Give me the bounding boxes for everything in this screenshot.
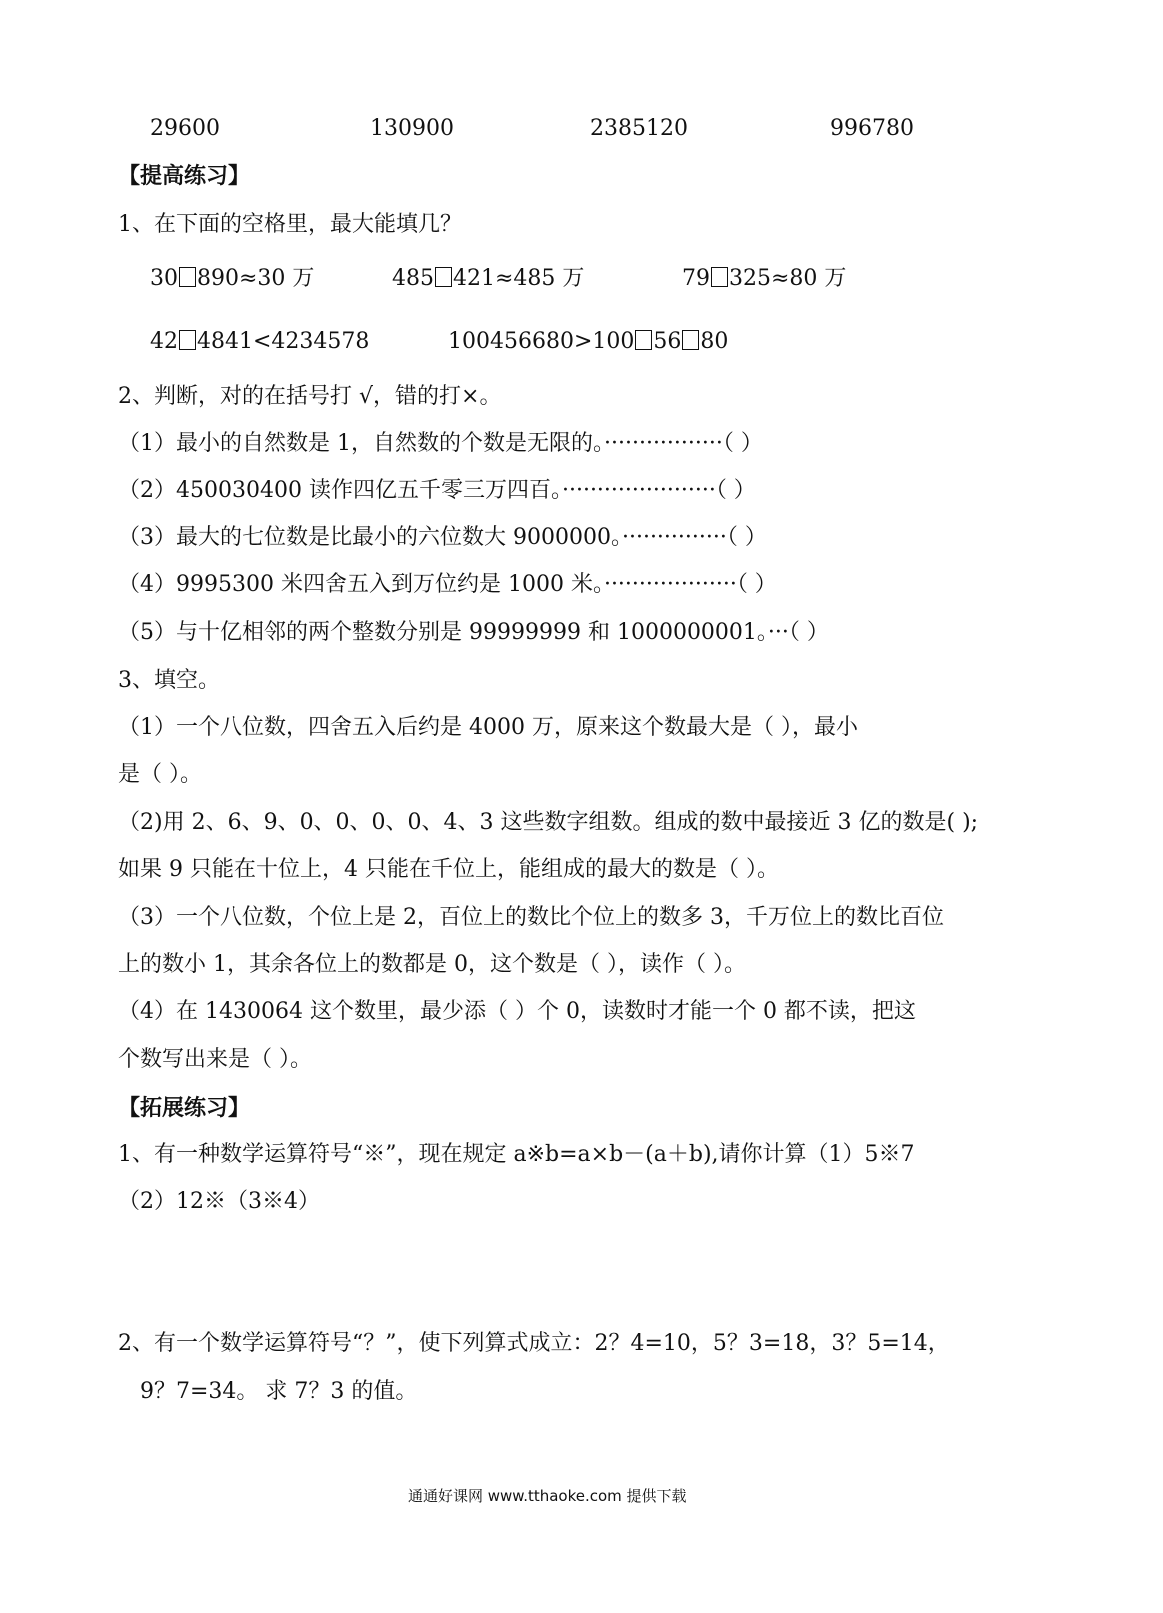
blank-item-3: 79 325≈80 万 bbox=[682, 266, 847, 291]
extend-q2-line1: 2、有一个数学运算符号“？”，使下列算式成立：2？4=10，5？3=18，3？5=14， bbox=[118, 1331, 950, 1356]
fill-line-5: （3）一个八位数，个位上是 2，百位上的数比个位上的数多 3，千万位上的数比百位 bbox=[118, 905, 944, 930]
section-heading-improve: 【提高练习】 bbox=[118, 163, 251, 189]
question-2-prompt: 2、判断，对的在括号打 √，错的打×。 bbox=[118, 384, 502, 409]
number-1: 29600 bbox=[150, 116, 220, 141]
judge-item-5: （5）与十亿相邻的两个整数分别是 99999999 和 1000000001。···（ ） bbox=[118, 620, 829, 645]
number-4: 996780 bbox=[830, 116, 914, 141]
extend-q2-line2: 9？7=34。 求 7？3 的值。 bbox=[140, 1379, 418, 1404]
blank-box[interactable] bbox=[435, 267, 452, 287]
fill-line-3: （2)用 2、6、9、0、0、0、0、4、3 这些数字组数。组成的数中最接近 3 亿的数是( ); bbox=[118, 810, 979, 835]
fill-line-2: 是（ ）。 bbox=[118, 762, 202, 787]
number-2: 130900 bbox=[370, 116, 454, 141]
extend-q1-line2: （2）12※（3※4） bbox=[118, 1189, 320, 1214]
blank-box[interactable] bbox=[635, 330, 652, 350]
number-3: 2385120 bbox=[590, 116, 688, 141]
fill-line-4: 如果 9 只能在十位上，4 只能在千位上，能组成的最大的数是（ ）。 bbox=[118, 857, 779, 882]
fill-line-7: （4）在 1430064 这个数里，最少添（ ）个 0，读数时才能一个 0 都不读，把这 bbox=[118, 999, 916, 1024]
question-3-prompt: 3、填空。 bbox=[118, 668, 220, 693]
fill-line-1: （1）一个八位数，四舍五入后约是 4000 万，原来这个数最大是（ ），最小 bbox=[118, 715, 858, 740]
blank-box[interactable] bbox=[179, 267, 196, 287]
judge-item-1: （1）最小的自然数是 1，自然数的个数是无限的。·················（ ） bbox=[118, 431, 763, 456]
footer-credit: 通通好课网 www.tthaoke.com 提供下载 bbox=[408, 1487, 687, 1505]
fill-line-8: 个数写出来是（ ）。 bbox=[118, 1047, 312, 1072]
blank-item-2: 485 421≈485 万 bbox=[392, 266, 585, 291]
blank-item-4: 42 4841<4234578 bbox=[150, 329, 370, 354]
blank-item-1: 30 890≈30 万 bbox=[150, 266, 315, 291]
fill-line-6: 上的数小 1，其余各位上的数都是 0，这个数是（ ），读作（ ）。 bbox=[118, 952, 746, 977]
judge-item-4: （4）9995300 米四舍五入到万位约是 1000 米。···················（ ） bbox=[118, 572, 777, 597]
blank-box[interactable] bbox=[711, 267, 728, 287]
judge-item-3: （3）最大的七位数是比最小的六位数大 9000000。···············（ ） bbox=[118, 525, 767, 550]
extend-q1-line1: 1、有一种数学运算符号“※”，现在规定 a※b=a×b－(a＋b),请你计算（1）5※7 bbox=[118, 1142, 915, 1167]
question-1-prompt: 1、在下面的空格里，最大能填几？ bbox=[118, 212, 462, 237]
blank-box[interactable] bbox=[179, 330, 196, 350]
blank-box[interactable] bbox=[682, 330, 699, 350]
blank-item-5: 100456680>100 56 80 bbox=[448, 329, 729, 354]
judge-item-2: （2）450030400 读作四亿五千零三万四百。······················（ ） bbox=[118, 478, 756, 503]
section-heading-extend: 【拓展练习】 bbox=[118, 1095, 251, 1121]
